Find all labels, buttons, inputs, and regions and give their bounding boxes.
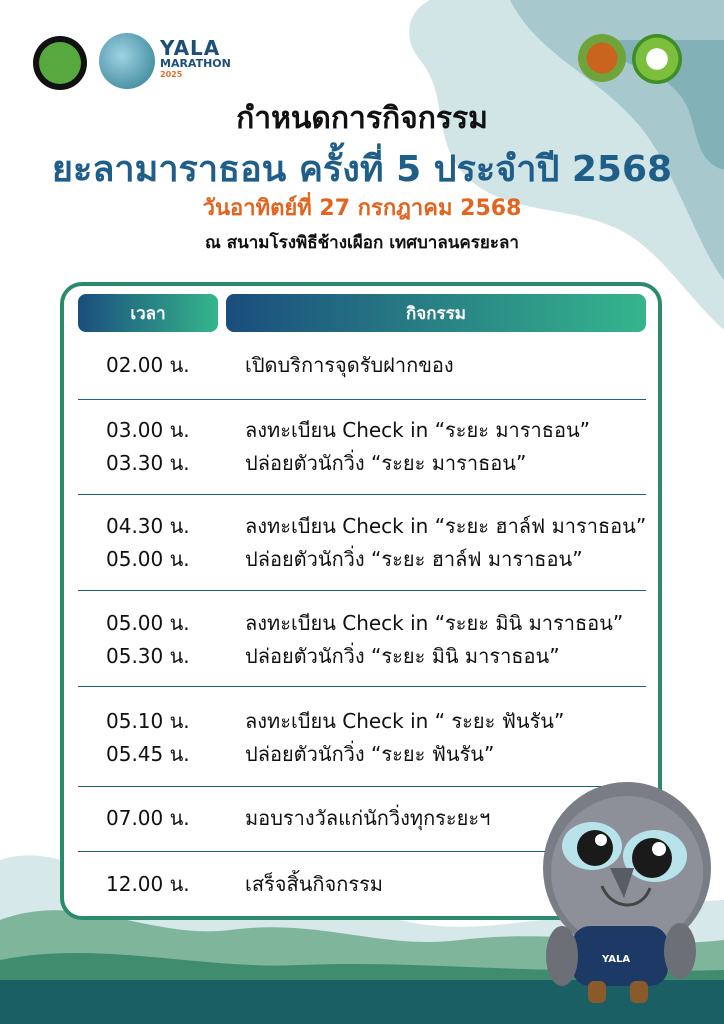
yala-marathon-emblem (99, 33, 155, 89)
row-divider (78, 590, 646, 591)
row-time: 03.30 น. (106, 451, 190, 475)
event-date: วันอาทิตย์ที่ 27 กรกฎาคม 2568 (202, 196, 522, 221)
province-seal-logo (578, 34, 626, 82)
row-activity: เปิดบริการจุดรับฝากของ (245, 353, 454, 377)
row-time: 07.00 น. (106, 806, 190, 830)
row-activity: ลงทะเบียน Check in “ ระยะ ฟันรัน” (245, 709, 565, 733)
event-venue: ณ สนามโรงพิธีช้างเผือก เทศบาลนครยะลา (205, 233, 519, 253)
municipality-seal-logo (632, 34, 682, 84)
page-title: กำหนดการกิจกรรม (236, 101, 488, 136)
row-activity: ปล่อยตัวนักวิ่ง “ระยะ ฮาล์ฟ มาราธอน” (245, 547, 583, 571)
logo-yala: YALA (160, 36, 221, 60)
bird-mascot-illustration (532, 776, 718, 1010)
column-header-time: เวลา (78, 294, 218, 332)
row-time: 05.00 น. (106, 611, 190, 635)
row-time: 03.00 น. (106, 418, 190, 442)
row-activity: ลงทะเบียน Check in “ระยะ มาราธอน” (245, 418, 590, 442)
row-time: 04.30 น. (106, 514, 190, 538)
row-time: 02.00 น. (106, 353, 190, 377)
row-divider (78, 686, 646, 687)
row-time: 05.30 น. (106, 644, 190, 668)
row-time: 05.45 น. (106, 742, 190, 766)
event-name: ยะลามาราธอน ครั้งที่ 5 ประจำปี 2568 (51, 149, 673, 190)
yala-marathon-logo-text (160, 38, 231, 79)
mascot-shirt-text: YALA (602, 954, 631, 965)
column-header-activity: กิจกรรม (226, 294, 646, 332)
row-activity: มอบรางวัลแก่นักวิ่งทุกระยะฯ (245, 806, 491, 830)
row-time: 05.10 น. (106, 709, 190, 733)
logo-year: 2025 (160, 70, 183, 79)
row-divider (78, 399, 646, 400)
row-time: 05.00 น. (106, 547, 190, 571)
world-athletics-logo (33, 36, 87, 90)
row-activity: ปล่อยตัวนักวิ่ง “ระยะ ฟันรัน” (245, 742, 495, 766)
row-activity: ลงทะเบียน Check in “ระยะ ฮาล์ฟ มาราธอน” (245, 514, 647, 538)
row-activity: ปล่อยตัวนักวิ่ง “ระยะ มาราธอน” (245, 451, 527, 475)
row-activity: ลงทะเบียน Check in “ระยะ มินิ มาราธอน” (245, 611, 624, 635)
row-divider (78, 494, 646, 495)
row-time: 12.00 น. (106, 872, 190, 896)
row-activity: ปล่อยตัวนักวิ่ง “ระยะ มินิ มาราธอน” (245, 644, 560, 668)
logo-marathon: MARATHON (160, 57, 231, 70)
row-activity: เสร็จสิ้นกิจกรรม (245, 872, 383, 896)
